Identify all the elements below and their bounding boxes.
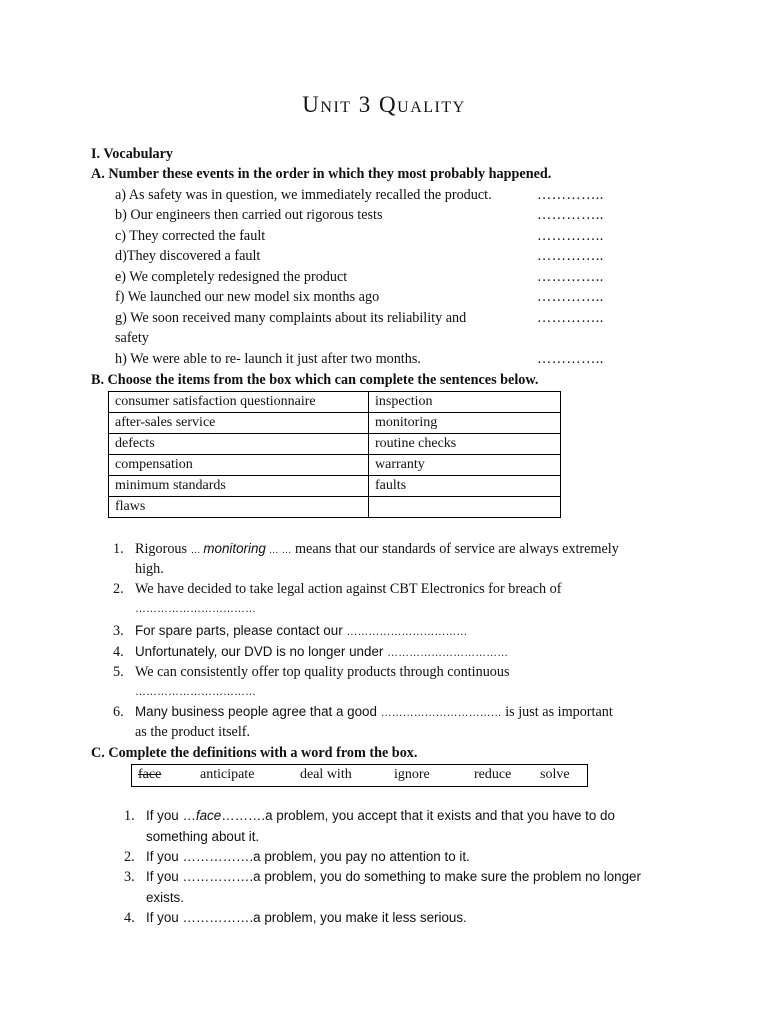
definition-1-continuation: something about it. bbox=[146, 829, 260, 844]
sentence-b5 bbox=[113, 664, 510, 681]
sentence-number: 4. bbox=[113, 644, 124, 660]
sentence-b5-blank[interactable]: …………………………… bbox=[135, 686, 256, 698]
event-f-blank[interactable]: ………….. bbox=[537, 289, 604, 305]
event-c-text: c) They corrected the fault bbox=[115, 228, 266, 244]
sentence-b1 bbox=[113, 541, 619, 558]
sentence-b2 bbox=[113, 581, 561, 598]
sentence-text: We have decided to take legal action against CBT Electronics for breach of bbox=[135, 581, 562, 597]
sentence-text: is just as important bbox=[501, 704, 613, 720]
section-b-heading: B. Choose the items from the box which can complete the sentences below. bbox=[91, 372, 539, 388]
definition-answer-blank[interactable]: face bbox=[195, 808, 222, 823]
word-box-cell bbox=[369, 497, 561, 518]
word-box-cell: flaws bbox=[109, 497, 369, 518]
word-box-cell: after-sales service bbox=[109, 413, 369, 434]
word-box-cell: faults bbox=[369, 476, 561, 497]
sentence-number: 1. bbox=[113, 541, 124, 557]
sentence-b2-blank[interactable]: …………………………… bbox=[135, 603, 256, 615]
sentence-text: ……….a problem, you accept that it exists and that you have to do bbox=[221, 808, 615, 823]
sentence-text: If you … bbox=[146, 808, 196, 823]
sentence-b1-continuation: high. bbox=[135, 561, 164, 577]
event-g-text: g) We soon received many complaints about its reliability and bbox=[115, 310, 467, 326]
sentence-text: Many business people agree that a good bbox=[135, 704, 381, 719]
sentence-text: If you bbox=[146, 849, 183, 864]
sentence-text: If you bbox=[146, 869, 183, 884]
word-face-crossed: face bbox=[138, 767, 162, 782]
word-ignore: ignore bbox=[394, 767, 430, 782]
sentence-text: We can consistently offer top quality products through continuous bbox=[135, 664, 510, 680]
sentence-answer-blank[interactable]: …………………………… bbox=[346, 626, 468, 638]
page-title: Unit 3 Quality bbox=[302, 92, 466, 117]
word-reduce: reduce bbox=[474, 767, 512, 782]
sentence-number: 4. bbox=[124, 910, 135, 926]
word-box-cell: routine checks bbox=[369, 434, 561, 455]
event-b-text: b) Our engineers then carried out rigorous tests bbox=[115, 207, 383, 223]
event-g-blank[interactable]: ………….. bbox=[537, 310, 604, 326]
word-box-row bbox=[109, 434, 561, 455]
word-box-row bbox=[109, 497, 561, 518]
definition-2 bbox=[124, 849, 470, 866]
word-box-row bbox=[109, 476, 561, 497]
word-box-cell: defects bbox=[109, 434, 369, 455]
word-box-row bbox=[109, 455, 561, 476]
definition-1 bbox=[124, 808, 615, 825]
sentence-b3 bbox=[113, 623, 467, 640]
event-h-text: h) We were able to re- launch it just after two months. bbox=[115, 351, 421, 367]
word-box-cell: minimum standards bbox=[109, 476, 369, 497]
sentence-b6 bbox=[113, 704, 613, 721]
word-box-table bbox=[108, 391, 561, 518]
event-e-blank[interactable]: ………….. bbox=[537, 269, 604, 285]
event-e-text: e) We completely redesigned the product bbox=[115, 269, 348, 285]
event-b-blank[interactable]: ………….. bbox=[537, 207, 604, 223]
word-box-cell: consumer satisfaction questionnaire bbox=[109, 392, 369, 413]
word-box-cell: monitoring bbox=[369, 413, 561, 434]
sentence-number: 2. bbox=[113, 581, 124, 597]
definition-answer-blank[interactable]: …………….a problem, you make it less serious. bbox=[182, 910, 467, 925]
sentence-number: 6. bbox=[113, 704, 124, 720]
definition-4 bbox=[124, 910, 467, 927]
event-d-blank[interactable]: ………….. bbox=[537, 248, 604, 264]
word-deal-with: deal with bbox=[300, 767, 352, 782]
event-d-text: d)They discovered a fault bbox=[115, 248, 261, 264]
word-anticipate: anticipate bbox=[200, 767, 255, 782]
section-a-heading: A. Number these events in the order in which they most probably happened. bbox=[91, 166, 552, 182]
sentence-number: 3. bbox=[113, 623, 124, 639]
section-c-heading: C. Complete the definitions with a word from the box. bbox=[91, 745, 418, 761]
definition-3 bbox=[124, 869, 641, 886]
sentence-number: 3. bbox=[124, 869, 135, 885]
sentence-answer-blank[interactable]: … monitoring … … bbox=[190, 541, 292, 556]
event-a-blank[interactable]: ………….. bbox=[537, 187, 604, 203]
definition-word-box bbox=[131, 764, 588, 787]
sentence-number: 2. bbox=[124, 849, 135, 865]
word-box-cell: compensation bbox=[109, 455, 369, 476]
definition-3-continuation: exists. bbox=[146, 890, 184, 905]
sentence-text: Unfortunately, our DVD is no longer under bbox=[135, 644, 388, 659]
sentence-text: For spare parts, please contact our bbox=[135, 623, 347, 638]
word-box-row bbox=[109, 392, 561, 413]
definition-answer-blank[interactable]: …………….a problem, you pay no attention to it. bbox=[182, 849, 470, 864]
word-box-cell: inspection bbox=[369, 392, 561, 413]
sentence-text: means that our standards of service are always extremely bbox=[291, 541, 619, 557]
sentence-number: 1. bbox=[124, 808, 135, 824]
sentence-answer-blank[interactable]: …………………………… bbox=[380, 707, 502, 719]
sentence-b6-continuation: as the product itself. bbox=[135, 724, 251, 740]
sentence-answer-blank[interactable]: …………………………… bbox=[387, 647, 509, 659]
event-g-continuation: safety bbox=[115, 330, 149, 346]
word-box-cell: warranty bbox=[369, 455, 561, 476]
sentence-b4 bbox=[113, 644, 508, 661]
word-box-row bbox=[109, 413, 561, 434]
sentence-text: If you bbox=[146, 910, 183, 925]
sentence-number: 5. bbox=[113, 664, 124, 680]
sentence-text: Rigorous bbox=[135, 541, 191, 557]
event-f-text: f) We launched our new model six months ago bbox=[115, 289, 380, 305]
event-c-blank[interactable]: ………….. bbox=[537, 228, 604, 244]
definition-answer-blank[interactable]: …………….a problem, you do something to make sure the problem no longer bbox=[182, 869, 641, 884]
event-a-text: a) As safety was in question, we immediately recalled the product. bbox=[115, 187, 492, 203]
section-heading-vocabulary: I. Vocabulary bbox=[91, 146, 173, 162]
word-solve: solve bbox=[540, 767, 570, 782]
event-h-blank[interactable]: ………….. bbox=[537, 351, 604, 367]
